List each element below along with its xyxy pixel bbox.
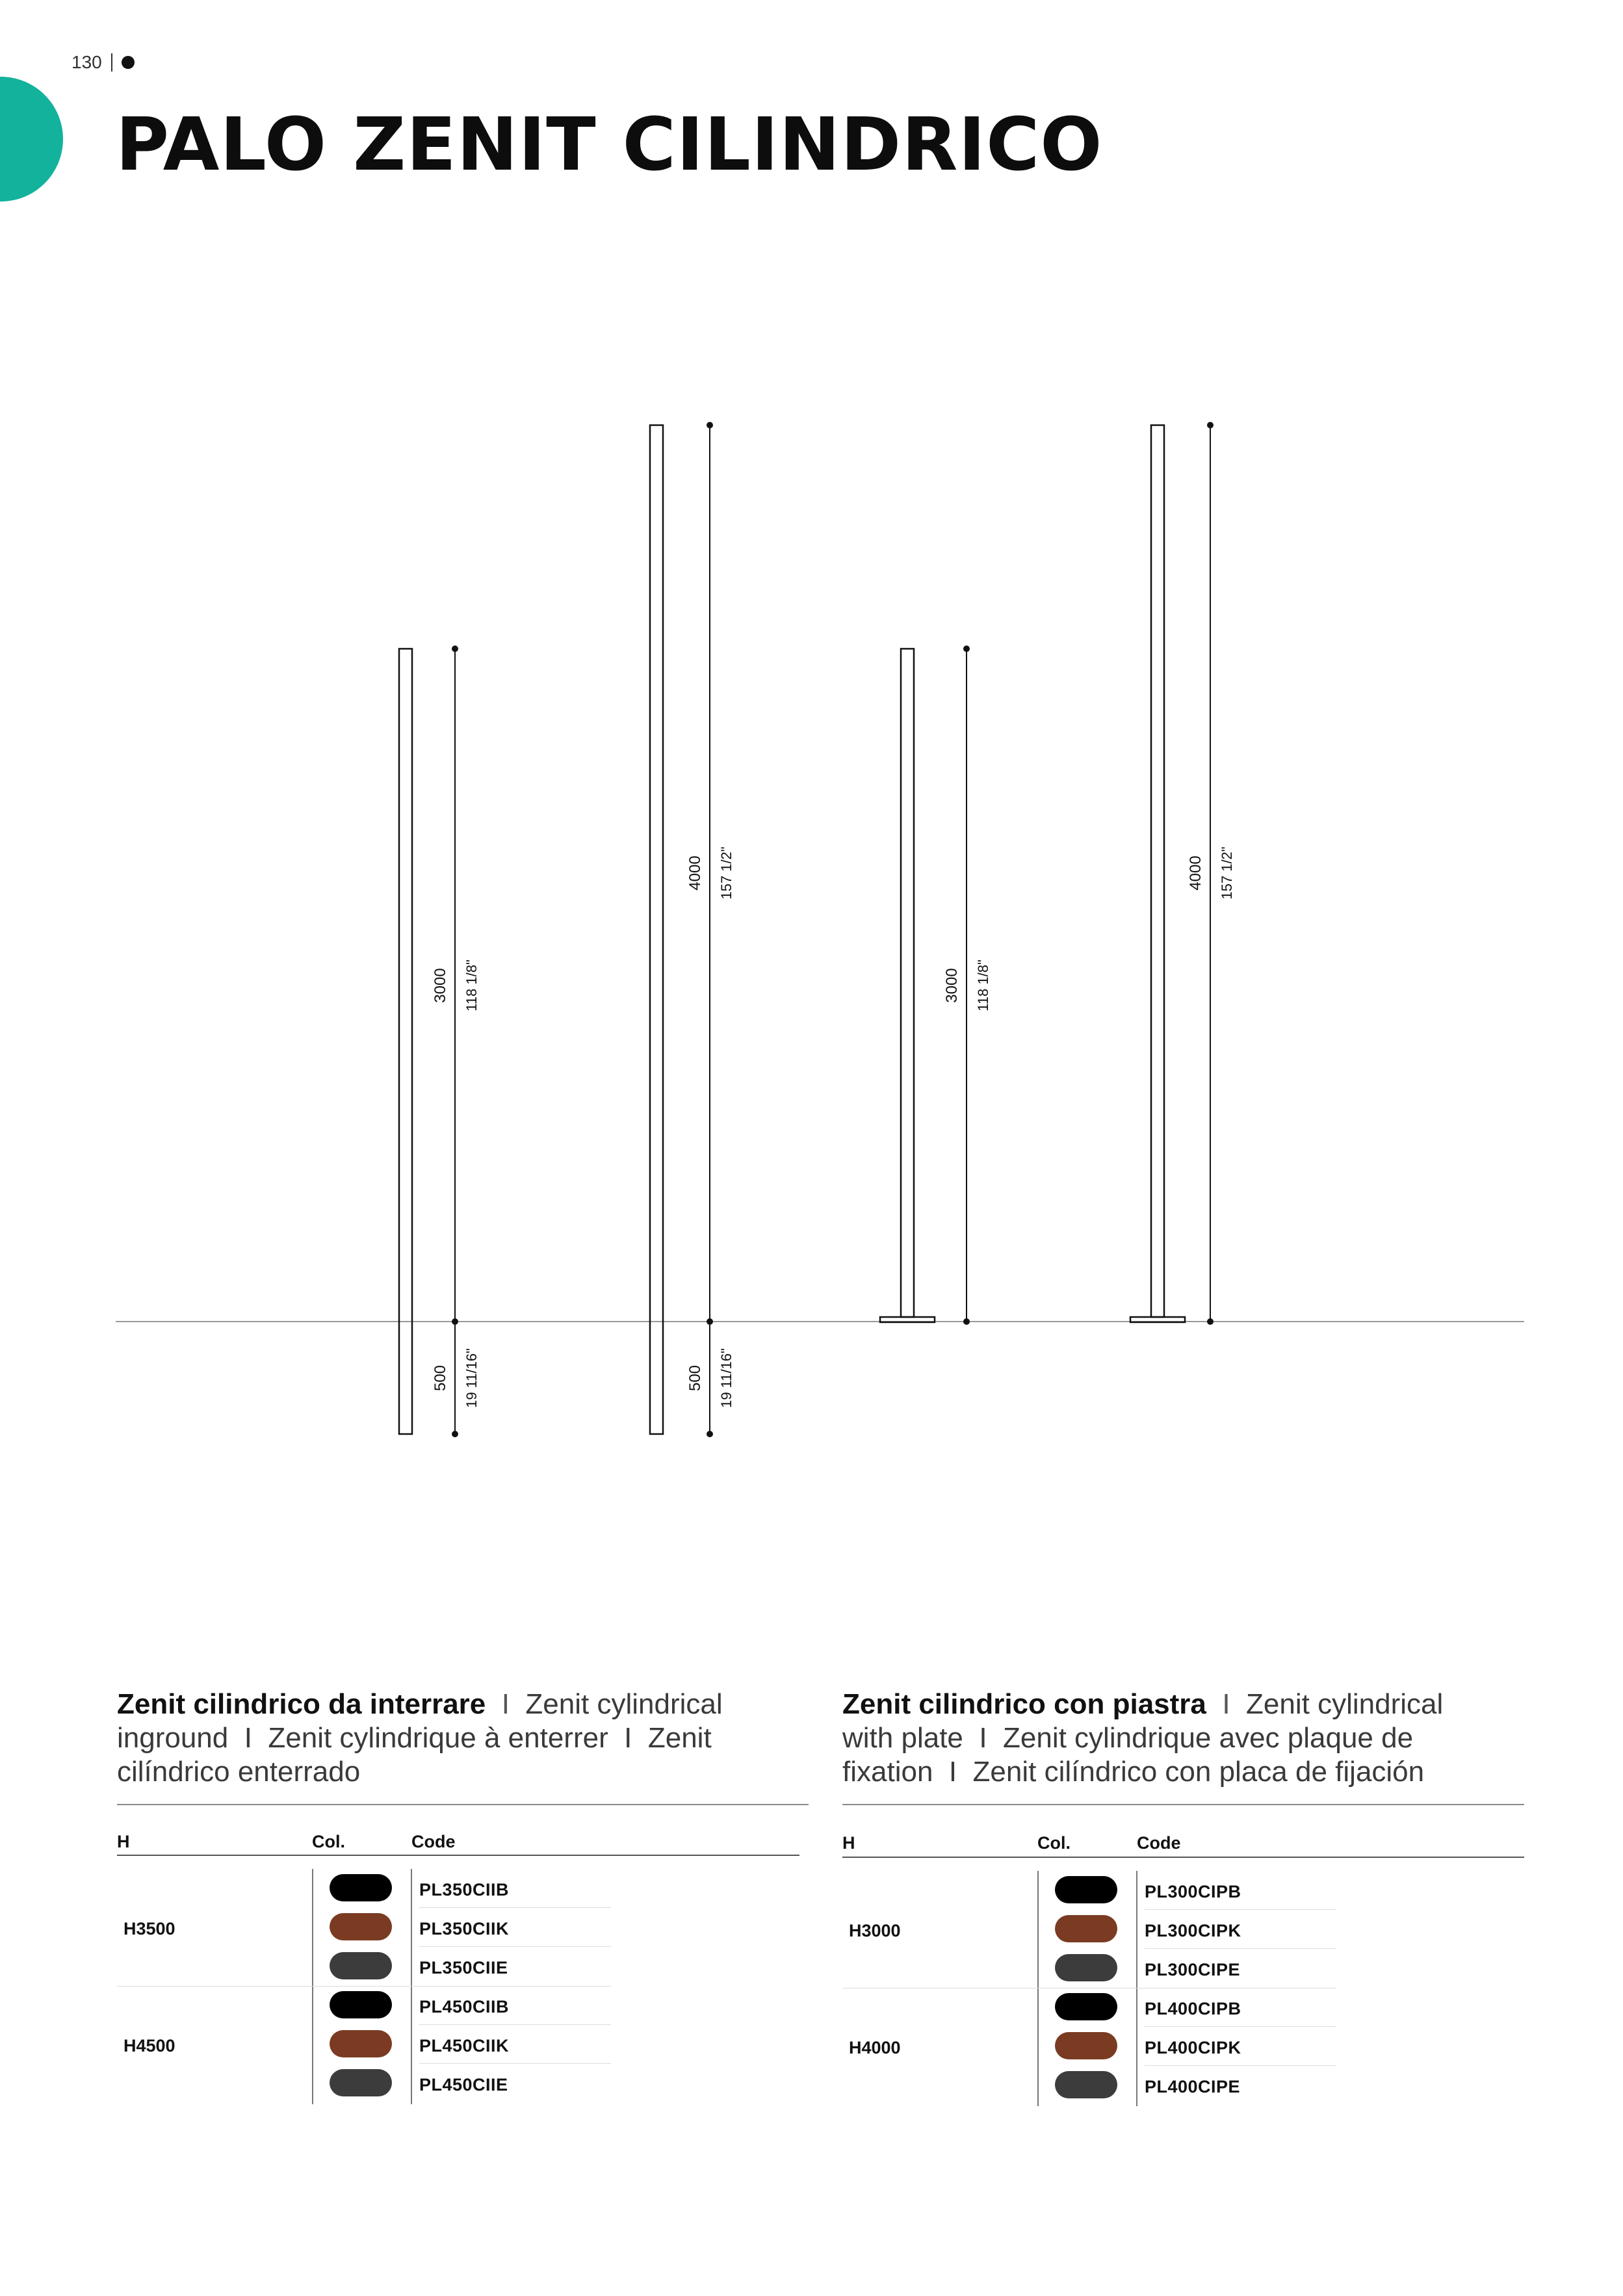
- ground-in-label: 19 11/16": [463, 1348, 480, 1408]
- swatch-corten: [1055, 2032, 1117, 2059]
- swatch-black: [330, 1874, 392, 1901]
- row-divider: [419, 1907, 611, 1908]
- dimension-dot: [963, 1318, 970, 1325]
- right-header-rule: [842, 1857, 1524, 1858]
- product-code: PL400CIPE: [1145, 2077, 1241, 2096]
- dimension-dot: [1207, 422, 1214, 428]
- left-header-h: H: [117, 1832, 130, 1851]
- height-in-label: 118 1/8": [975, 959, 991, 1011]
- swatch-black: [1055, 1993, 1117, 2020]
- product-code: PL450CIIE: [419, 2075, 508, 2094]
- right-header-h: H: [842, 1833, 855, 1853]
- right-title-rest: Zenit cylindrical: [1246, 1688, 1444, 1720]
- dimension-dot: [452, 646, 458, 652]
- right-section-title: Zenit cilindrico con piastra: [842, 1688, 1206, 1720]
- product-code: PL400CIPB: [1145, 1999, 1241, 2018]
- height-in-label: 157 1/2": [718, 846, 734, 900]
- left-title-rest: Zenit cylindrical: [525, 1688, 723, 1720]
- product-code: PL450CIIB: [419, 1997, 510, 2016]
- swatch-anthracite: [330, 1952, 392, 1979]
- left-col-divider: [312, 1869, 313, 2104]
- left-section-description: [117, 1688, 806, 1789]
- swatch-anthracite: [1055, 2071, 1117, 2098]
- left-group-h-label: H4500: [123, 2036, 175, 2055]
- row-divider: [419, 2063, 611, 2064]
- dimension-dot: [707, 422, 713, 428]
- dimension-dot: [707, 1318, 713, 1325]
- right-group-h-label: H4000: [849, 2038, 901, 2057]
- right-description-line-3: fixation I Zenit cilíndrico con placa de fijación: [842, 1756, 1425, 1788]
- product-code: PL300CIPK: [1145, 1921, 1241, 1940]
- right-header-code: Code: [1137, 1833, 1181, 1853]
- product-code: PL350CIIB: [419, 1880, 510, 1899]
- left-description-line-2: inground I Zenit cylindrique à enterrer I Zenit: [117, 1722, 712, 1754]
- product-code: PL450CIIK: [419, 2036, 510, 2055]
- right-description-line-1: [842, 1688, 1531, 1721]
- product-code: PL350CIIE: [419, 1958, 508, 1977]
- base-plate: [1130, 1317, 1185, 1322]
- right-description-rule: [842, 1804, 1524, 1805]
- left-header-col: Col.: [312, 1832, 345, 1851]
- ground-mm-label: 500: [432, 1364, 449, 1392]
- dimension-dot: [452, 1431, 458, 1437]
- pole-body: [399, 649, 412, 1434]
- left-group-divider: [117, 1986, 611, 1987]
- product-code: PL400CIPK: [1145, 2038, 1241, 2057]
- dimension-dot: [1207, 1318, 1214, 1325]
- height-mm-label: 4000: [1187, 855, 1204, 891]
- ground-in-label: 19 11/16": [718, 1348, 734, 1408]
- row-divider: [1145, 1909, 1336, 1910]
- right-col-divider: [1136, 1871, 1137, 2106]
- pole-inground-4000: [650, 422, 734, 1437]
- pole-plate-4000: [1130, 422, 1235, 1325]
- swatch-black: [330, 1991, 392, 2018]
- swatch-anthracite: [1055, 1954, 1117, 1981]
- swatch-black: [1055, 1876, 1117, 1903]
- page-title: PALO ZENIT CILINDRICO: [116, 103, 1103, 187]
- right-section-description: [842, 1688, 1531, 1789]
- left-description-line-1: [117, 1688, 806, 1721]
- left-section-title: Zenit cilindrico da interrare: [117, 1688, 486, 1720]
- height-mm-label: 4000: [686, 855, 704, 891]
- right-title-separator: I: [1222, 1688, 1230, 1720]
- right-group-h-label: H3000: [849, 1921, 901, 1940]
- left-description-rule: [117, 1804, 809, 1805]
- swatch-anthracite: [330, 2069, 392, 2096]
- right-description-line-2: with plate I Zenit cylindrique avec plaque de: [842, 1722, 1414, 1754]
- ground-mm-label: 500: [686, 1364, 704, 1392]
- pole-body: [650, 425, 663, 1434]
- row-divider: [1145, 2026, 1336, 2027]
- left-header-code: Code: [411, 1832, 456, 1851]
- dimension-dot: [707, 1431, 713, 1437]
- row-divider: [419, 1946, 611, 1947]
- product-code: PL300CIPB: [1145, 1882, 1241, 1901]
- left-title-separator: I: [501, 1688, 510, 1720]
- height-in-label: 118 1/8": [463, 959, 480, 1011]
- pole-body: [901, 649, 914, 1317]
- row-divider: [1145, 1948, 1336, 1949]
- product-code: PL350CIIK: [419, 1919, 510, 1938]
- swatch-corten: [330, 2030, 392, 2057]
- dimension-dot: [963, 646, 970, 652]
- pole-body: [1151, 425, 1164, 1317]
- page-number-text: 130: [71, 52, 102, 72]
- height-mm-label: 3000: [943, 968, 961, 1003]
- left-group-h-label: H3500: [123, 1919, 175, 1938]
- base-plate: [880, 1317, 935, 1322]
- left-header-rule: [117, 1855, 799, 1856]
- swatch-corten: [330, 1913, 392, 1940]
- right-col-divider: [1037, 1871, 1039, 2106]
- height-mm-label: 3000: [432, 968, 449, 1003]
- pole-plate-3000: [880, 646, 991, 1325]
- pole-inground-3000: [399, 646, 480, 1437]
- row-divider: [419, 2024, 611, 2025]
- left-col-divider: [411, 1869, 412, 2104]
- swatch-corten: [1055, 1915, 1117, 1942]
- height-in-label: 157 1/2": [1219, 846, 1235, 900]
- left-description-line-3: cilíndrico enterrado: [117, 1756, 361, 1788]
- right-header-col: Col.: [1037, 1833, 1071, 1853]
- right-group-divider: [842, 1988, 1336, 1989]
- product-code: PL300CIPE: [1145, 1960, 1241, 1979]
- row-divider: [1145, 2065, 1336, 2066]
- dimension-dot: [452, 1318, 458, 1325]
